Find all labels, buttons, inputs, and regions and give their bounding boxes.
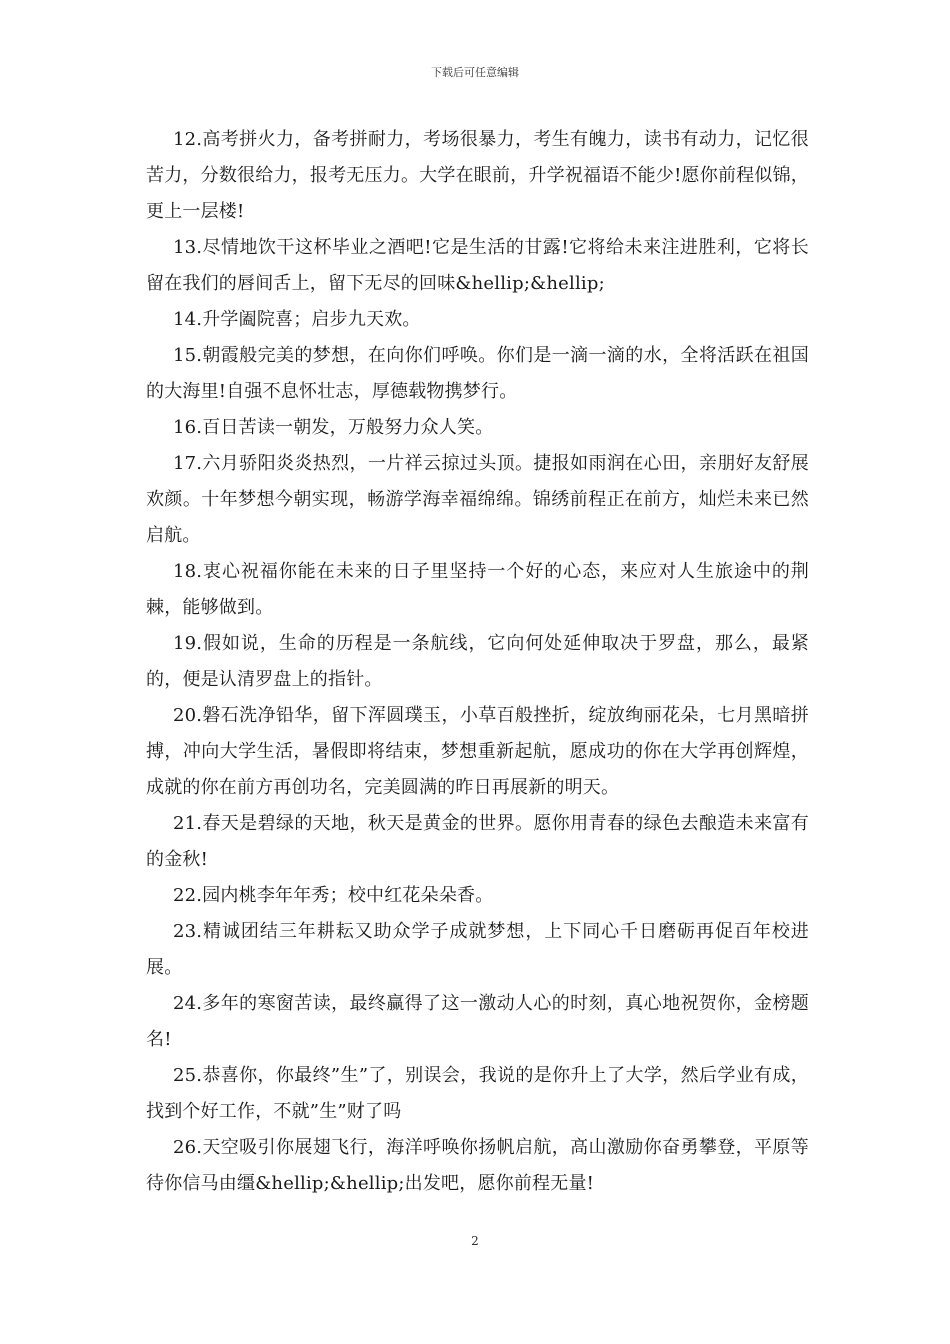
paragraph-25: 25.恭喜你，你最终”生”了，别误会，我说的是你升上了大学，然后学业有成，找到个好工作，不就”生”财了吗 [146,1065,809,1122]
paragraph-20: 20.磐石洗净铅华，留下浑圆璞玉，小草百般挫折，绽放绚丽花朵，七月黑暗拼搏，冲向大学生活，暑假即将结束，梦想重新起航，愿成功的你在大学再创辉煌，成就的你在前方再创功名，完美圆满的昨日再展新的明天。 [146,705,809,798]
page-header: 下载后可任意编辑 [431,66,519,79]
paragraph-15: 15.朝霞般完美的梦想，在向你们呼唤。你们是一滴一滴的水，全将活跃在祖国的大海里!自强不息怀壮志，厚德载物携梦行。 [146,345,809,402]
paragraph-17: 17.六月骄阳炎炎热烈，一片祥云掠过头顶。捷报如雨润在心田，亲朋好友舒展欢颜。十年梦想今朝实现，畅游学海幸福绵绵。锦绣前程正在前方，灿烂未来已然启航。 [146,453,809,546]
paragraph-18: 18.衷心祝福你能在未来的日子里坚持一个好的心态，来应对人生旅途中的荆棘，能够做到。 [146,561,809,618]
paragraph-26: 26.天空吸引你展翅飞行，海洋呼唤你扬帆启航，高山激励你奋勇攀登，平原等待你信马由缰&hellip;&hellip;出发吧，愿你前程无量! [146,1137,809,1194]
paragraph-16: 16.百日苦读一朝发，万般努力众人笑。 [173,417,494,438]
document-body [146,122,809,1202]
paragraph-24: 24.多年的寒窗苦读，最终赢得了这一激动人心的时刻，真心地祝贺你，金榜题名! [146,993,809,1050]
paragraph-22: 22.园内桃李年年秀；校中红花朵朵香。 [173,885,494,906]
paragraph-12: 12.高考拼火力，备考拼耐力，考场很暴力，考生有魄力，读书有动力，记忆很苦力，分数很给力，报考无压力。大学在眼前，升学祝福语不能少!愿你前程似锦，更上一层楼! [146,129,809,222]
paragraph-14: 14.升学阖院喜；启步九天欢。 [173,309,421,330]
paragraph-23: 23.精诚团结三年耕耘又助众学子成就梦想，上下同心千日磨砺再促百年校进展。 [146,921,809,978]
paragraph-19: 19.假如说，生命的历程是一条航线，它向何处延伸取决于罗盘，那么，最紧的，便是认清罗盘上的指针。 [146,633,809,690]
paragraph-13: 13.尽情地饮干这杯毕业之酒吧!它是生活的甘露!它将给未来注进胜利，它将长留在我们的唇间舌上，留下无尽的回味&hellip;&hellip; [146,237,809,294]
paragraph-21: 21.春天是碧绿的天地，秋天是黄金的世界。愿你用青春的绿色去酿造未来富有的金秋! [146,813,809,870]
page-number: 2 [471,1234,479,1248]
